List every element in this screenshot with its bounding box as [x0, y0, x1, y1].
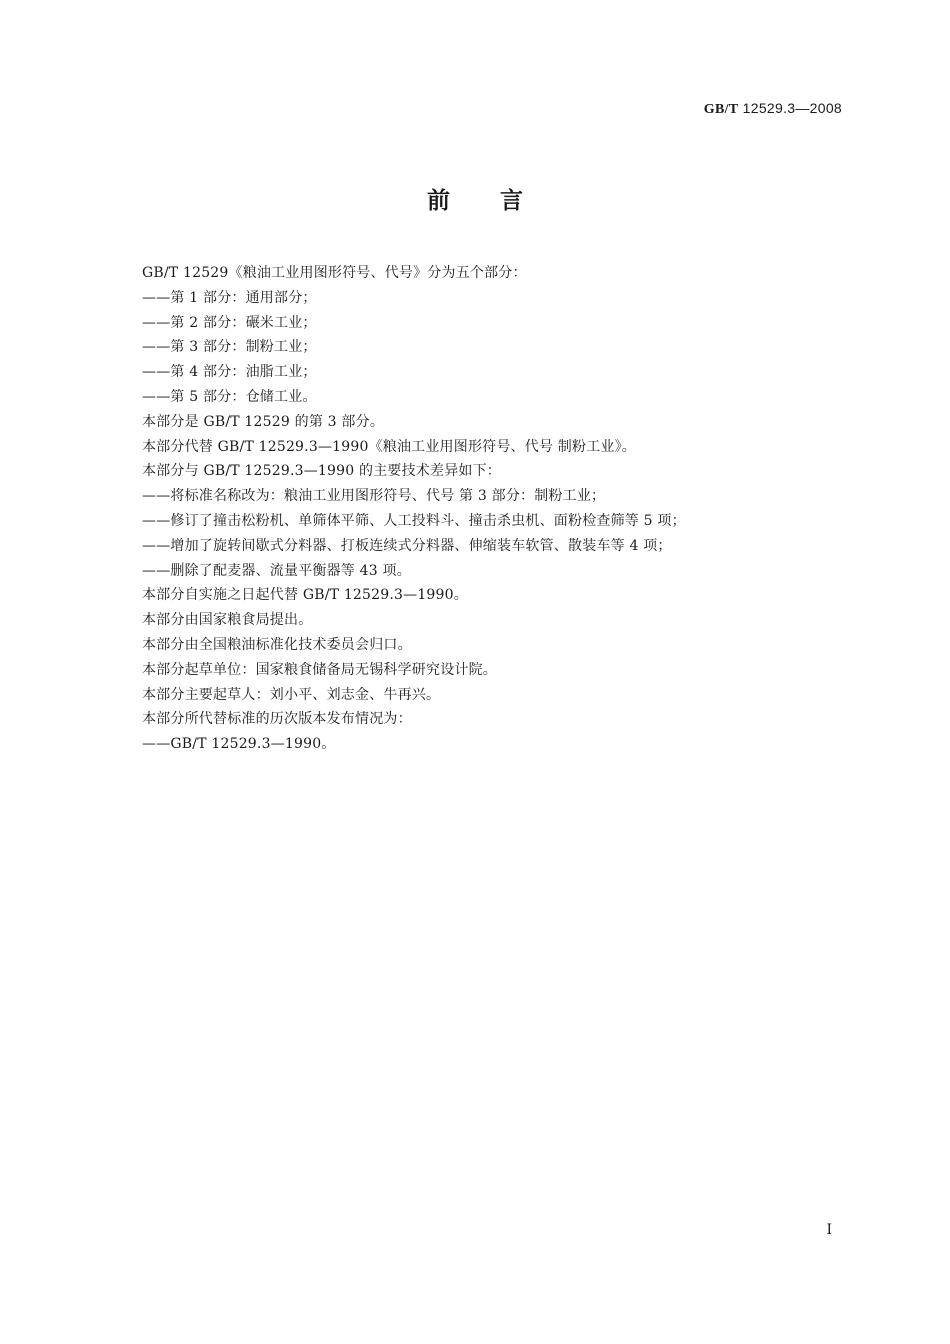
paragraph: ——第 4 部分：油脂工业； [142, 364, 317, 381]
paragraph: ——第 1 部分：通用部分； [142, 289, 317, 306]
standard-code-prefix: GB/T [703, 102, 739, 117]
standard-code [704, 100, 842, 118]
paragraph: 本部分代替 GB/T 12529.3—1990《粮油工业用图形符号、代号 制粉工业》。 [142, 438, 636, 455]
paragraph: 本部分由全国粮油标准化技术委员会归口。 [142, 636, 412, 653]
paragraph: 本部分起草单位：国家粮食储备局无锡科学研究设计院。 [142, 661, 497, 678]
paragraph: 本部分主要起草人：刘小平、刘志金、牛再兴。 [142, 686, 441, 703]
paragraph: ——修订了撞击松粉机、单筛体平筛、人工投料斗、撞击杀虫机、面粉检查筛等 5 项； [142, 512, 686, 529]
paragraph: ——第 3 部分：制粉工业； [142, 339, 317, 356]
paragraph: ——增加了旋转间歇式分料器、打板连续式分料器、伸缩装车软管、散装车等 4 项； [142, 537, 672, 554]
preface-body [142, 261, 842, 757]
paragraph: ——第 2 部分：碾米工业； [142, 314, 317, 331]
paragraph: GB/T 12529《粮油工业用图形符号、代号》分为五个部分： [142, 265, 527, 281]
paragraph: ——删除了配麦器、流量平衡器等 43 项。 [142, 562, 411, 579]
paragraph: 本部分与 GB/T 12529.3—1990 的主要技术差异如下： [142, 463, 501, 480]
paragraph: 本部分由国家粮食局提出。 [142, 612, 313, 629]
page-title: 前言 [427, 188, 573, 214]
paragraph: 本部分是 GB/T 12529 的第 3 部分。 [142, 413, 385, 430]
paragraph: ——将标准名称改为：粮油工业用图形符号、代号 第 3 部分：制粉工业； [142, 488, 606, 505]
page-number: I [826, 1222, 832, 1238]
standard-code-number: 12529.3—2008 [742, 100, 842, 116]
paragraph: ——GB/T 12529.3—1990。 [142, 736, 336, 753]
paragraph: ——第 5 部分：仓储工业。 [142, 388, 317, 405]
paragraph: 本部分所代替标准的历次版本发布情况为： [142, 711, 412, 728]
paragraph: 本部分自实施之日起代替 GB/T 12529.3—1990。 [142, 587, 468, 604]
